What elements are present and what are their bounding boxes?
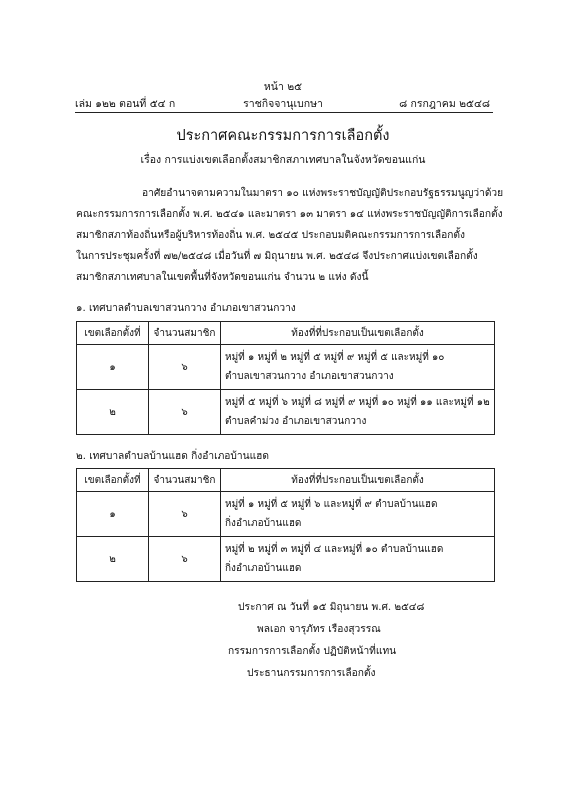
body-line: ในการประชุมครั้งที่ ๗๒/๒๕๔๘ เมื่อวันที่ ๗ มิถุนายน พ.ศ. ๒๕๔๘ จึงประกาศแบ่งเขตเลือกตั้ง bbox=[76, 251, 478, 262]
area-line: หมู่ที่ ๑ หมู่ที่ ๒ หมู่ที่ ๕ หมู่ที่ ๙ หมู่ที่ ๕ และหมู่ที่ ๑๐ bbox=[225, 352, 445, 363]
district-cell: ๒ bbox=[77, 537, 149, 582]
area-cell bbox=[221, 390, 495, 435]
area-line: ตำบลเขาสวนกวาง อำเภอเขาสวนกวาง bbox=[225, 371, 394, 382]
area-line: ตำบลคำม่วง อำเภอเขาสวนกวาง bbox=[225, 416, 367, 427]
table-row bbox=[77, 492, 495, 537]
district-table-1 bbox=[76, 321, 495, 435]
area-line: กิ่งอำเภอบ้านแฮด bbox=[225, 563, 302, 574]
area-cell bbox=[221, 345, 495, 390]
signatory-chair: ประธานกรรมการการเลือกตั้ง bbox=[247, 668, 376, 679]
area-header: ท้องที่ที่ประกอบเป็นเขตเลือกตั้ง bbox=[221, 469, 495, 492]
document-subject: เรื่อง การแบ่งเขตเลือกตั้งสมาชิกสภาเทศบาลในจังหวัดขอนแก่น bbox=[140, 154, 426, 166]
header-rule bbox=[75, 112, 493, 113]
announcement-date: ประกาศ ณ วันที่ ๑๕ มิถุนายน พ.ศ. ๒๕๔๘ bbox=[238, 602, 425, 613]
body-line: สมาชิกสภาเทศบาลในเขตพื้นที่จังหวัดขอนแก่น จำนวน ๒ แห่ง ดังนี้ bbox=[76, 272, 369, 283]
area-cell bbox=[221, 492, 495, 537]
area-cell bbox=[221, 537, 495, 582]
district-header: เขตเลือกตั้งที่ bbox=[77, 469, 149, 492]
section-title: ๒. เทศบาลตำบลบ้านแฮด กิ่งอำเภอบ้านแฮด bbox=[76, 451, 269, 462]
members-cell: ๖ bbox=[149, 345, 221, 390]
area-line: หมู่ที่ ๒ หมู่ที่ ๓ หมู่ที่ ๔ และหมู่ที่ ๑๐ ตำบลบ้านแฮด bbox=[225, 544, 444, 555]
area-line: กิ่งอำเภอบ้านแฮด bbox=[225, 518, 302, 529]
members-header: จำนวนสมาชิก bbox=[149, 469, 221, 492]
body-line: อาศัยอำนาจตามความในมาตรา ๑๐ แห่งพระราชบัญญัติประกอบรัฐธรรมนูญว่าด้วย bbox=[142, 188, 504, 199]
table-row bbox=[77, 537, 495, 582]
document-title: ประกาศคณะกรรมการการเลือกตั้ง bbox=[176, 128, 390, 144]
body-line: สมาชิกสภาท้องถิ่นหรือผู้บริหารท้องถิ่น พ.ศ. ๒๕๔๕ ประกอบมติคณะกรรมการการเลือกตั้ง bbox=[76, 230, 465, 241]
district-table-2 bbox=[76, 468, 495, 582]
district-header: เขตเลือกตั้งที่ bbox=[77, 322, 149, 345]
gazette-name: ราชกิจจานุเบกษา bbox=[243, 98, 323, 110]
district-cell: ๒ bbox=[77, 390, 149, 435]
signatory-role: กรรมการการเลือกตั้ง ปฏิบัติหน้าที่แทน bbox=[228, 646, 397, 657]
area-header: ท้องที่ที่ประกอบเป็นเขตเลือกตั้ง bbox=[221, 322, 495, 345]
area-line: หมู่ที่ ๕ หมู่ที่ ๖ หมู่ที่ ๘ หมู่ที่ ๙ หมู่ที่ ๑๐ หมู่ที่ ๑๑ และหมู่ที่ ๑๒ bbox=[225, 397, 490, 408]
table-header-row bbox=[77, 469, 495, 492]
area-line: หมู่ที่ ๑ หมู่ที่ ๕ หมู่ที่ ๖ และหมู่ที่ ๙ ตำบลบ้านแฮด bbox=[225, 499, 438, 510]
page-number: หน้า ๒๕ bbox=[263, 81, 303, 93]
gazette-date: ๘ กรกฎาคม ๒๕๔๘ bbox=[399, 98, 490, 110]
members-header: จำนวนสมาชิก bbox=[149, 322, 221, 345]
table-row bbox=[77, 390, 495, 435]
district-cell: ๑ bbox=[77, 345, 149, 390]
body-line: คณะกรรมการการเลือกตั้ง พ.ศ. ๒๕๔๑ และมาตรา ๑๓ มาตรา ๑๔ แห่งพระราชบัญญัติการเลือกตั้ง bbox=[76, 209, 503, 220]
section-title: ๑. เทศบาลตำบลเขาสวนกวาง อำเภอเขาสวนกวาง bbox=[76, 303, 296, 314]
members-cell: ๖ bbox=[149, 390, 221, 435]
members-cell: ๖ bbox=[149, 492, 221, 537]
district-cell: ๑ bbox=[77, 492, 149, 537]
volume-issue: เล่ม ๑๒๒ ตอนที่ ๕๔ ก bbox=[75, 98, 176, 110]
body-paragraph bbox=[76, 183, 504, 288]
table-row bbox=[77, 345, 495, 390]
members-cell: ๖ bbox=[149, 537, 221, 582]
table-header-row bbox=[77, 322, 495, 345]
signatory-name: พลเอก จารุภัทร เรืองสุวรรณ bbox=[257, 624, 381, 635]
